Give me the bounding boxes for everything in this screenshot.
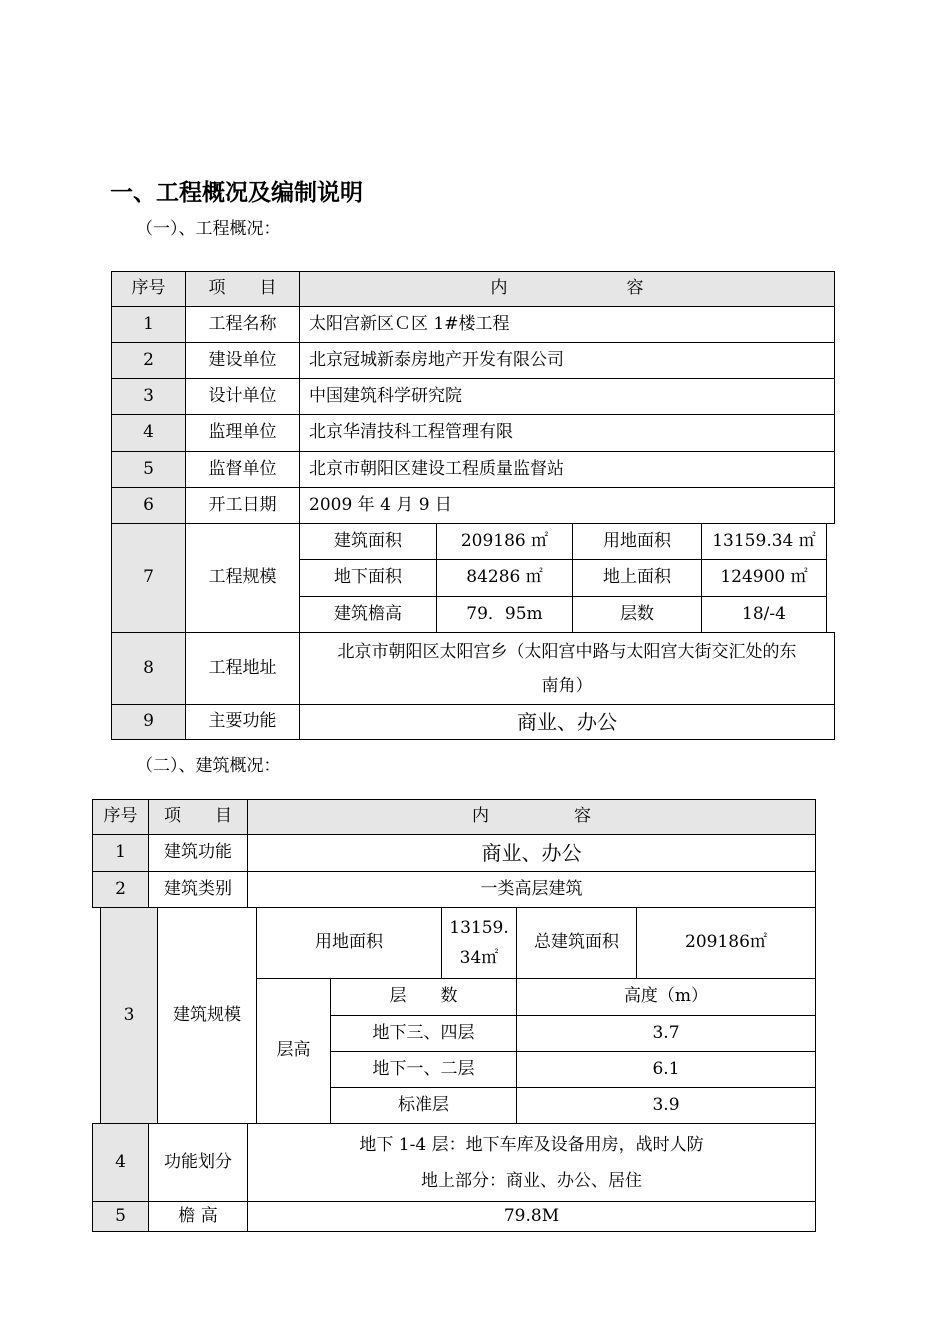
row-seq: 5	[92, 1201, 149, 1232]
row-item: 建设单位	[185, 342, 300, 379]
row-seq: 3	[111, 378, 186, 415]
row-seq: 8	[111, 632, 186, 705]
header-item: 项 目	[148, 799, 248, 835]
row-seq: 2	[111, 342, 186, 379]
row-seq: 6	[111, 487, 186, 524]
scale-label: 地上面积	[572, 559, 702, 597]
row-item: 檐 高	[148, 1201, 248, 1232]
scale-label: 地下面积	[299, 559, 437, 597]
row-item: 工程地址	[185, 632, 300, 705]
header-seq: 序号	[92, 799, 149, 835]
floor-header: 层 数	[330, 978, 517, 1016]
scale-value: 18/-4	[701, 596, 827, 633]
row-seq: 7	[111, 523, 186, 633]
row-item: 主要功能	[185, 704, 300, 740]
row-item: 建筑类别	[148, 871, 248, 908]
scale-value: 79．95m	[436, 596, 573, 633]
height-header: 高度（m）	[516, 978, 816, 1016]
row-value: 北京市朝阳区建设工程质量监督站	[299, 451, 835, 488]
row-item: 工程规模	[185, 523, 300, 633]
header-content: 内 容	[247, 799, 816, 835]
land-area-value-line1: 13159.	[449, 918, 509, 938]
section1-title: （一）、工程概况：	[136, 219, 281, 239]
row-seq: 4	[111, 414, 186, 452]
row-seq: 9	[111, 704, 186, 740]
function-division-line1: 地下 1-4 层：地下车库及设备用房，战时人防	[359, 1134, 704, 1155]
address-line1: 北京市朝阳区太阳宫乡（太阳宫中路与太阳宫大街交汇处的东	[337, 641, 797, 662]
header-seq: 序号	[111, 271, 186, 307]
address-value	[299, 632, 835, 705]
floor-name: 标准层	[330, 1087, 517, 1124]
row-seq: 3	[100, 907, 158, 1124]
row-item: 监理单位	[185, 414, 300, 452]
row-value: 一类高层建筑	[247, 871, 816, 908]
row-item: 建筑规模	[157, 907, 257, 1124]
land-area-value-line2: 34㎡	[459, 948, 499, 968]
address-line2: 南角）	[541, 675, 593, 696]
scale-value: 209186 ㎡	[436, 523, 573, 560]
scale-label: 建筑檐高	[299, 596, 437, 633]
row-value: 79.8M	[247, 1201, 816, 1232]
row-value: 商业、办公	[299, 704, 835, 740]
row-value: 中国建筑科学研究院	[299, 378, 835, 415]
row-value: 2009 年 4 月 9 日	[299, 487, 835, 524]
floor-height-label: 层高	[256, 978, 331, 1124]
function-division-value	[247, 1123, 816, 1202]
row-item: 工程名称	[185, 306, 300, 343]
section2-title: （二）、建筑概况：	[136, 756, 281, 776]
row-item: 设计单位	[185, 378, 300, 415]
scale-label: 建筑面积	[299, 523, 437, 560]
page-heading: 一、工程概况及编制说明	[110, 180, 363, 206]
row-value: 北京冠城新泰房地产开发有限公司	[299, 342, 835, 379]
function-division-line2: 地上部分：商业、办公、居住	[421, 1170, 642, 1191]
scale-value: 84286 ㎡	[436, 559, 573, 597]
scale-label: 用地面积	[572, 523, 702, 560]
row-value: 太阳宫新区Ｃ区 1#楼工程	[299, 306, 835, 343]
header-content: 内 容	[299, 271, 835, 307]
row-seq: 1	[111, 306, 186, 343]
row-seq: 5	[111, 451, 186, 488]
scale-value: 13159.34 ㎡	[701, 523, 827, 560]
row-seq: 1	[92, 834, 149, 872]
header-item: 项 目	[185, 271, 300, 307]
total-area-value: 209186㎡	[636, 907, 816, 979]
floor-name: 地下一、二层	[330, 1051, 517, 1088]
row-item: 建筑功能	[148, 834, 248, 872]
floor-height: 3.9	[516, 1087, 816, 1124]
scale-label: 层数	[572, 596, 702, 633]
land-area-label: 用地面积	[256, 907, 442, 979]
row-value: 商业、办公	[247, 834, 816, 872]
row-seq: 2	[92, 871, 149, 908]
floor-height: 6.1	[516, 1051, 816, 1088]
total-area-label: 总建筑面积	[516, 907, 637, 979]
land-area-value	[441, 907, 517, 979]
row-item: 开工日期	[185, 487, 300, 524]
row-item: 监督单位	[185, 451, 300, 488]
floor-height: 3.7	[516, 1015, 816, 1052]
scale-value: 124900 ㎡	[701, 559, 827, 597]
row-value: 北京华清技科工程管理有限	[299, 414, 835, 452]
row-seq: 4	[92, 1123, 149, 1202]
floor-name: 地下三、四层	[330, 1015, 517, 1052]
row-item: 功能划分	[148, 1123, 248, 1202]
